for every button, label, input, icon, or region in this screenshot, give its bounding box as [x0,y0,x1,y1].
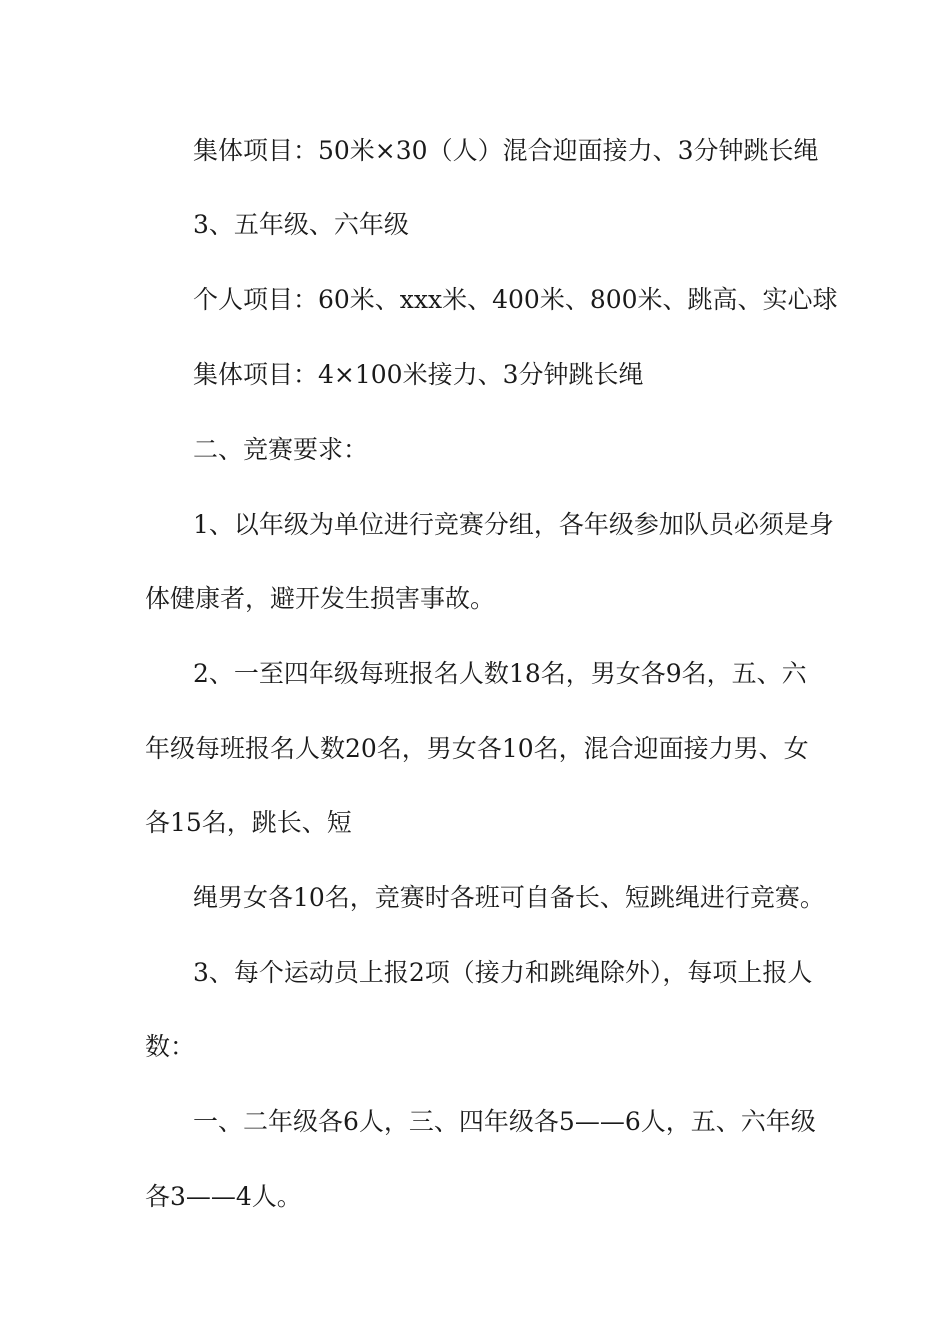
paragraph-line: 各3——4人。 [145,1182,302,1211]
paragraph-line: 绳男女各10名，竞赛时各班可自备长、短跳绳进行竞赛。 [193,883,825,912]
paragraph-line: 年级每班报名人数20名，男女各10名，混合迎面接力男、女 [145,734,809,763]
section-heading: 二、竞赛要求： [193,435,369,464]
paragraph-line: 各15名，跳长、短 [145,808,352,837]
paragraph-line: 体健康者，避开发生损害事故。 [145,584,496,613]
paragraph-line: 集体项目：50米×30（人）混合迎面接力、3分钟跳长绳 [193,136,819,165]
paragraph-line: 3、五年级、六年级 [193,210,409,239]
paragraph-line: 数： [145,1032,196,1061]
paragraph-line: 个人项目：60米、xxx米、400米、800米、跳高、实心球 [193,285,838,314]
paragraph-line: 一、二年级各6人，三、四年级各5——6人，五、六年级 [193,1107,816,1136]
paragraph-line: 1、以年级为单位进行竞赛分组，各年级参加队员必须是身 [193,510,834,539]
paragraph-line: 2、一至四年级每班报名人数18名，男女各9名，五、六 [193,659,807,688]
paragraph-line: 集体项目：4×100米接力、3分钟跳长绳 [193,360,644,389]
paragraph-line: 3、每个运动员上报2项（接力和跳绳除外），每项上报人 [193,958,813,987]
